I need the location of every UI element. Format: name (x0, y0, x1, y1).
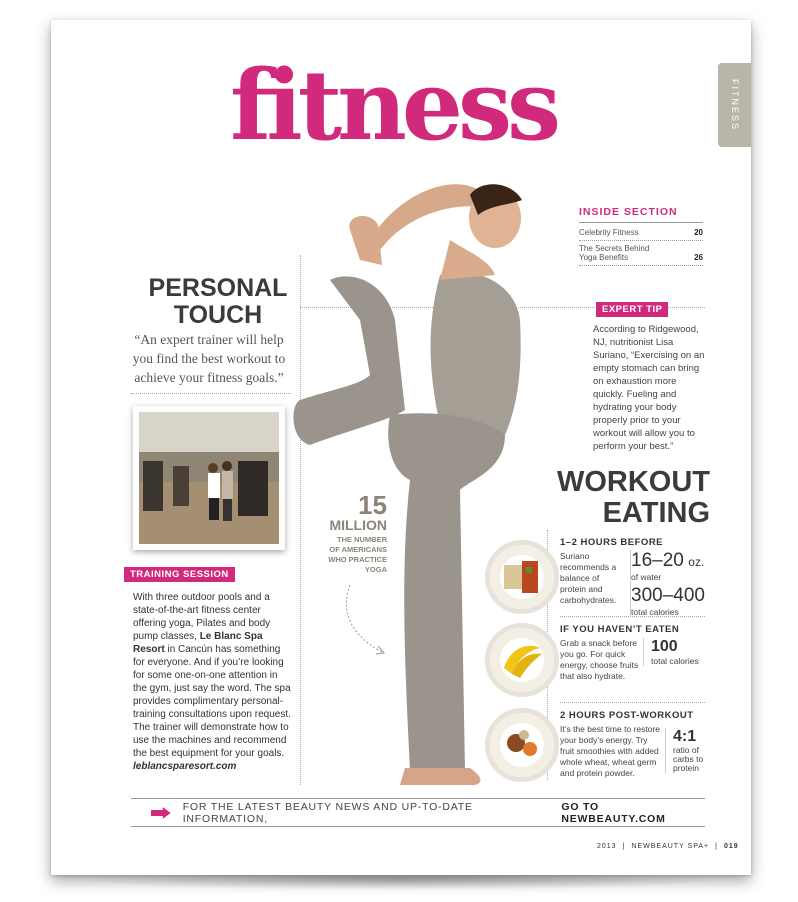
footer-banner[interactable] (131, 798, 705, 827)
section-title: IF YOU HAVEN’T EATEN (560, 624, 680, 635)
section-title: 1–2 HOURS BEFORE (560, 537, 664, 548)
section-text: Grab a snack before you go. For quick energy, choose fruits that also hydrate. (560, 638, 639, 681)
toc-item[interactable] (579, 241, 703, 266)
stat-sub: total calories (631, 607, 679, 617)
toc-item-label: Celebrity Fitness (579, 228, 639, 237)
section-text: Suriano recommends a balance of protein and carbohydrates. (560, 551, 617, 605)
stat-sub: total calories (651, 656, 699, 666)
folio-publication: NEWBEAUTY SPA+ (631, 843, 710, 850)
inside-section (579, 206, 703, 266)
heading-line: WORKOUT (556, 466, 710, 498)
stat-caption (315, 535, 387, 575)
training-session-text (133, 591, 291, 773)
stat-big: 16–20 (631, 550, 684, 571)
stat-big: 100 (651, 638, 678, 655)
stat-sub: ratio of (673, 745, 699, 755)
row-divider (560, 616, 705, 617)
folio-divider: | (622, 843, 626, 850)
section-title: 2 HOURS POST-WORKOUT (560, 710, 694, 721)
gym-photo-image (133, 406, 285, 550)
side-tab[interactable] (718, 63, 751, 147)
text-segment: in Cancún has something for everyone. And if you’re looking for some one-on-one attention in the gym, just say the word. The spa provides complimentary personal-training consultations upon request. The trainer will demonstrate how to use the machines and recommend the best equipment for your goals. (133, 644, 291, 759)
stat-sub: of water (631, 572, 662, 582)
text-segment: With three outdoor pools and a state-of-the-art fitness center offering yoga, Pilates and body pump classes, (133, 592, 271, 642)
stat-unit: MILLION (329, 517, 387, 533)
heading-line: PERSONAL (148, 274, 288, 302)
stat-callout (315, 492, 387, 575)
folio-divider: | (715, 843, 718, 850)
footer-link[interactable]: GO TO NEWBEAUTY.COM (561, 800, 666, 825)
banana-icon (490, 628, 554, 692)
meal-plate-icon (490, 713, 554, 777)
toc-item-page: 20 (694, 228, 703, 237)
side-tab-label: FITNESS (729, 78, 740, 132)
page-title: fitness (230, 49, 557, 162)
food-plate-image (485, 708, 559, 782)
stat-sub: protein (673, 763, 699, 773)
gym-photo (133, 406, 285, 550)
caption-line: WHO PRACTICE (328, 555, 387, 565)
section-text: It’s the best time to restore your body’s energy. Try fruit smoothies with added whole wheat, wheat germ and protein powder. (560, 724, 660, 778)
workout-eating-heading (520, 468, 710, 528)
heading-line: EATING (602, 497, 710, 529)
expert-tip-label: EXPERT TIP (596, 302, 668, 317)
caption-line: THE NUMBER (337, 535, 387, 545)
stat-unit: oz. (688, 555, 705, 569)
folio (597, 843, 739, 850)
row-divider (560, 702, 705, 703)
resort-name: Le Blanc Spa Resort (133, 631, 263, 655)
toc-item-label: Yoga Benefits (579, 253, 629, 262)
section-stats (643, 638, 699, 666)
personal-touch-quote: “An expert trainer will help you find the best workout to achieve your fitness goals.” (132, 332, 286, 385)
toc-item-page: 26 (694, 253, 703, 262)
food-plate-image (485, 540, 559, 614)
stat-big: 300–400 (631, 585, 705, 606)
toc-item-label: The Secrets Behind (579, 244, 650, 253)
resort-link[interactable]: leblancsparesort.com (133, 761, 237, 772)
stat-arrow-icon (340, 580, 390, 660)
training-session-label: TRAINING SESSION (124, 567, 235, 582)
arrow-right-icon (151, 807, 173, 819)
section-stats (665, 728, 703, 773)
section-stats (630, 550, 705, 617)
inside-section-heading: INSIDE SECTION (579, 206, 703, 223)
stat-big: 4:1 (673, 728, 697, 745)
footer-text: FOR THE LATEST BEAUTY NEWS AND UP-TO-DATE INFORMATION, (182, 800, 473, 825)
caption-line: OF AMERICANS (329, 545, 387, 555)
toc-item[interactable] (579, 225, 703, 241)
caption-line: YOGA (364, 565, 387, 575)
expert-tip-text: According to Ridgewood, NJ, nutritionist Lisa Suriano, “Exercising on an empty stomach can bring on exhaustion more quickly. Fueling and hydrating your body properly prior to your workout will allow you to perform your best.” (593, 324, 705, 452)
protein-plate-icon (490, 545, 554, 609)
folio-page-number: 019 (723, 843, 739, 850)
food-plate-image (485, 623, 559, 697)
folio-year: 2013 (597, 843, 617, 850)
stat-sub: carbs to (673, 754, 704, 764)
row-divider (131, 393, 291, 394)
heading-line: TOUCH (173, 301, 263, 329)
stat-number: 15 (358, 490, 387, 520)
personal-touch-heading (118, 276, 318, 328)
